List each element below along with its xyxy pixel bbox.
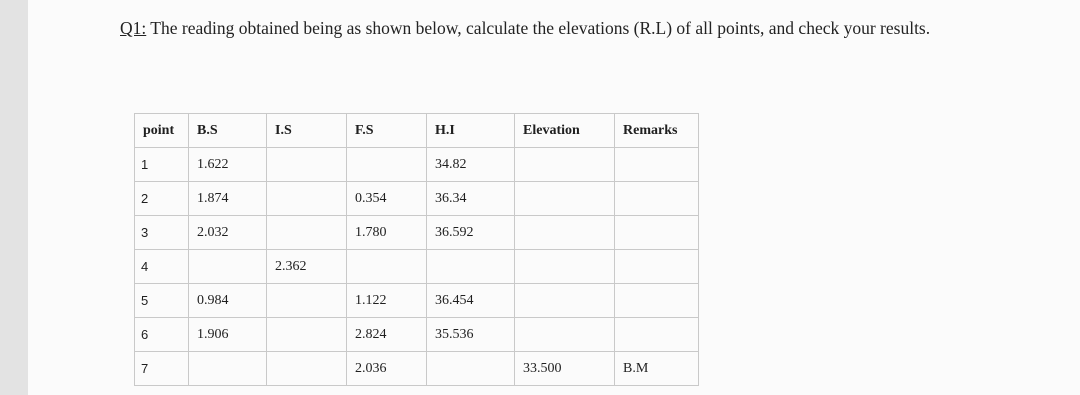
cell-remarks <box>615 182 699 216</box>
question-label: Q1: <box>120 18 147 38</box>
leveling-table <box>134 113 699 386</box>
cell-fs: 2.036 <box>347 352 427 386</box>
cell-elevation <box>515 148 615 182</box>
cell-fs: 2.824 <box>347 318 427 352</box>
cell-elevation <box>515 216 615 250</box>
header-is: I.S <box>267 114 347 148</box>
cell-bs: 1.622 <box>189 148 267 182</box>
cell-is <box>267 182 347 216</box>
table-row <box>135 352 699 386</box>
header-elevation: Elevation <box>515 114 615 148</box>
cell-remarks <box>615 284 699 318</box>
header-fs: F.S <box>347 114 427 148</box>
header-remarks: Remarks <box>615 114 699 148</box>
header-point: point <box>135 114 189 148</box>
cell-fs: 0.354 <box>347 182 427 216</box>
cell-elevation: 33.500 <box>515 352 615 386</box>
cell-point: 7 <box>135 352 189 386</box>
cell-hi: 36.592 <box>427 216 515 250</box>
header-bs: B.S <box>189 114 267 148</box>
cell-remarks <box>615 216 699 250</box>
cell-is <box>267 148 347 182</box>
table-header-row <box>135 114 699 148</box>
cell-remarks <box>615 318 699 352</box>
table-row <box>135 182 699 216</box>
table-row <box>135 250 699 284</box>
cell-bs: 2.032 <box>189 216 267 250</box>
cell-bs: 0.984 <box>189 284 267 318</box>
table-row <box>135 284 699 318</box>
cell-point: 3 <box>135 216 189 250</box>
header-hi: H.I <box>427 114 515 148</box>
cell-hi: 36.34 <box>427 182 515 216</box>
question-body: The reading obtained being as shown below, calculate the elevations (R.L) of all points, and check your results. <box>146 18 931 38</box>
cell-point: 1 <box>135 148 189 182</box>
cell-hi: 36.454 <box>427 284 515 318</box>
cell-hi <box>427 352 515 386</box>
cell-bs: 1.906 <box>189 318 267 352</box>
cell-bs: 1.874 <box>189 182 267 216</box>
table-row <box>135 216 699 250</box>
question-text <box>120 8 1060 48</box>
cell-fs: 1.780 <box>347 216 427 250</box>
cell-hi <box>427 250 515 284</box>
cell-point: 2 <box>135 182 189 216</box>
cell-point: 4 <box>135 250 189 284</box>
cell-point: 5 <box>135 284 189 318</box>
cell-is <box>267 318 347 352</box>
cell-elevation <box>515 250 615 284</box>
cell-is <box>267 216 347 250</box>
cell-is <box>267 284 347 318</box>
cell-remarks <box>615 148 699 182</box>
cell-elevation <box>515 182 615 216</box>
cell-fs <box>347 148 427 182</box>
cell-remarks <box>615 250 699 284</box>
left-margin-strip <box>0 0 28 395</box>
table-row <box>135 318 699 352</box>
document-page <box>28 0 1080 395</box>
cell-is <box>267 352 347 386</box>
cell-fs: 1.122 <box>347 284 427 318</box>
cell-bs <box>189 352 267 386</box>
cell-remarks: B.M <box>615 352 699 386</box>
cell-fs <box>347 250 427 284</box>
table-row <box>135 148 699 182</box>
cell-hi: 35.536 <box>427 318 515 352</box>
cell-elevation <box>515 318 615 352</box>
cell-hi: 34.82 <box>427 148 515 182</box>
cell-is: 2.362 <box>267 250 347 284</box>
cell-bs <box>189 250 267 284</box>
cell-elevation <box>515 284 615 318</box>
cell-point: 6 <box>135 318 189 352</box>
